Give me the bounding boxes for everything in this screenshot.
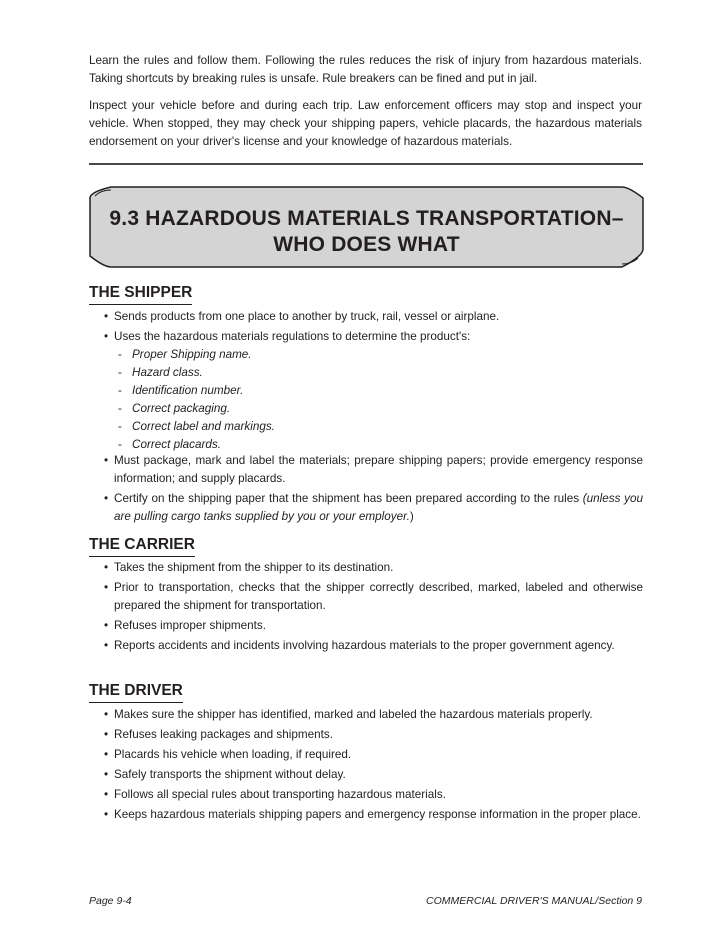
dash-icon: -: [118, 420, 122, 433]
sublist-item-text: Correct placards.: [132, 438, 221, 451]
driver-heading: THE DRIVER: [89, 682, 183, 703]
list-item: [103, 559, 643, 577]
intro-paragraph-rules: Learn the rules and follow them. Following the rules reduces the risk of injury from hazardous materials. Taking shortcuts by breaking rules is unsafe. Rule breakers can be fined and put in jail.: [89, 54, 642, 85]
footer-manual-title: COMMERCIAL DRIVER'S MANUAL/Section 9: [426, 895, 642, 907]
footer-page-number: Page 9-4: [89, 895, 132, 907]
list-item: [103, 637, 643, 655]
sublist-item: [118, 364, 643, 382]
list-item-text: Placards his vehicle when loading, if required.: [114, 748, 352, 761]
list-item: [103, 452, 643, 488]
sublist-item-text: Proper Shipping name.: [132, 348, 252, 361]
list-item: [103, 746, 643, 764]
list-item-text: Reports accidents and incidents involving hazardous materials to the proper government agency.: [114, 639, 615, 652]
list-item-text: Refuses improper shipments.: [114, 619, 267, 632]
sublist-item: [118, 382, 643, 400]
bullet-icon: •: [104, 708, 109, 721]
list-item-note: (unless you are pulling cargo tanks supplied by you or your employer.: [114, 492, 643, 523]
banner-title: [89, 206, 644, 258]
list-item-text: Safely transports the shipment without delay.: [114, 768, 346, 781]
list-item-text: Makes sure the shipper has identified, marked and labeled the hazardous materials properly.: [114, 708, 593, 721]
sublist-item-text: Correct label and markings.: [132, 420, 275, 433]
sublist-item: [118, 400, 643, 418]
bullet-icon: •: [104, 330, 109, 343]
bullet-icon: •: [104, 561, 109, 574]
list-item: [103, 617, 643, 635]
list-item: [103, 726, 643, 744]
shipper-heading: THE SHIPPER: [89, 284, 192, 305]
banner-title-line2: WHO DOES WHAT: [273, 233, 460, 256]
bullet-icon: •: [104, 310, 109, 323]
dash-icon: -: [118, 438, 122, 451]
list-item-note-close: ): [409, 510, 414, 523]
list-item-text: Follows all special rules about transporting hazardous materials.: [114, 788, 446, 801]
bullet-icon: •: [104, 581, 109, 594]
bullet-icon: •: [104, 748, 109, 761]
shipper-sublist: [114, 346, 643, 454]
list-item-text: Certify on the shipping paper that the shipment has been prepared according to the rules: [114, 492, 580, 505]
list-item-text: Prior to transportation, checks that the shipper correctly described, marked, labeled and otherwise prepared the shipment for transportation.: [114, 581, 643, 612]
bullet-icon: •: [104, 788, 109, 801]
list-item-text: Keeps hazardous materials shipping papers and emergency response information in the proper place.: [114, 808, 641, 821]
section-divider: [89, 163, 643, 165]
bullet-icon: •: [104, 619, 109, 632]
bullet-icon: •: [104, 768, 109, 781]
sublist-item: [118, 346, 643, 364]
bullet-icon: •: [104, 454, 109, 467]
list-item: [103, 766, 643, 784]
bullet-icon: •: [104, 492, 109, 505]
driver-list: [103, 706, 643, 826]
section-banner: [89, 186, 644, 268]
list-item-text: Uses the hazardous materials regulations to determine the product's:: [114, 330, 471, 343]
sublist-item-text: Identification number.: [132, 384, 244, 397]
carrier-list: [103, 559, 643, 657]
sublist-item-text: Correct packaging.: [132, 402, 231, 415]
list-item-text: Refuses leaking packages and shipments.: [114, 728, 333, 741]
dash-icon: -: [118, 402, 122, 415]
list-item: [103, 806, 643, 824]
dash-icon: -: [118, 366, 122, 379]
list-item: [103, 706, 643, 724]
bullet-icon: •: [104, 728, 109, 741]
list-item: [103, 579, 643, 615]
bullet-icon: •: [104, 808, 109, 821]
shipper-list-continued: [103, 452, 643, 528]
list-item: [103, 786, 643, 804]
list-item: [103, 328, 643, 454]
sublist-item: [118, 418, 643, 436]
list-item-text: Takes the shipment from the shipper to its destination.: [114, 561, 394, 574]
list-item-text: Sends products from one place to another by truck, rail, vessel or airplane.: [114, 310, 500, 323]
sublist-item-text: Hazard class.: [132, 366, 203, 379]
carrier-heading: THE CARRIER: [89, 536, 195, 557]
list-item: [103, 490, 643, 526]
list-item-text: Must package, mark and label the materials; prepare shipping papers; provide emergency response information; and supply placards.: [114, 454, 643, 485]
dash-icon: -: [118, 348, 122, 361]
dash-icon: -: [118, 384, 122, 397]
bullet-icon: •: [104, 639, 109, 652]
banner-title-line1: 9.3 HAZARDOUS MATERIALS TRANSPORTATION–: [109, 207, 624, 230]
list-item: [103, 308, 643, 326]
intro-paragraph-inspect: Inspect your vehicle before and during each trip. Law enforcement officers may stop and inspect your vehicle. When stopped, they may check your shipping papers, vehicle placards, the hazardous materials endorsement on your driver's license and your knowledge of hazardous materials.: [89, 99, 642, 148]
shipper-list: [103, 308, 643, 456]
